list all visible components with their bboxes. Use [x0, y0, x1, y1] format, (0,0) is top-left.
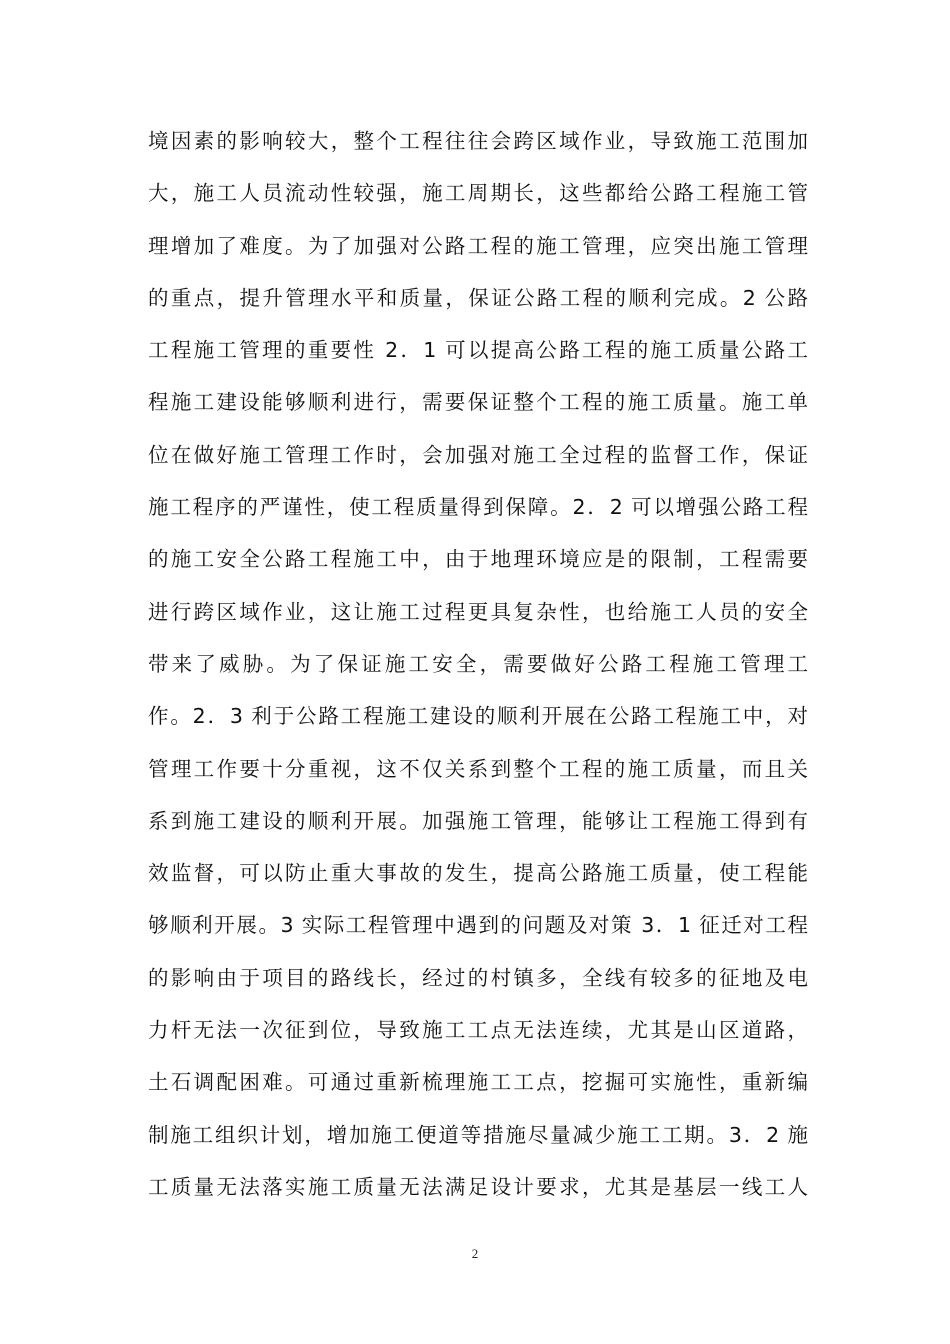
body-text — [148, 115, 808, 1213]
text-line: 系到施工建设的顺利开展。加强施工管理，能够让工程施工得到有 — [148, 808, 808, 833]
text-line: 的施工安全公路工程施工中，由于地理环境应是的限制，工程需要 — [148, 547, 808, 572]
text-line: 带来了威胁。为了保证施工安全，需要做好公路工程施工管理工 — [148, 651, 808, 676]
text-line: 力杆无法一次征到位，导致施工工点无法连续，尤其是山区道路， — [148, 1018, 808, 1043]
text-line: 程施工建设能够顺利进行，需要保证整个工程的施工质量。施工单 — [148, 390, 808, 415]
text-line: 够顺利开展。3 实际工程管理中遇到的问题及对策 3．1 征迁对工程 — [148, 913, 808, 938]
text-line: 工程施工管理的重要性 2．1 可以提高公路工程的施工质量公路工 — [148, 338, 808, 363]
text-line: 大，施工人员流动性较强，施工周期长，这些都给公路工程施工管 — [148, 181, 808, 206]
text-line: 理增加了难度。为了加强对公路工程的施工管理，应突出施工管理 — [148, 233, 808, 258]
page-number: 2 — [471, 1246, 479, 1261]
text-line: 位在做好施工管理工作时，会加强对施工全过程的监督工作，保证 — [148, 442, 808, 467]
text-line: 管理工作要十分重视，这不仅关系到整个工程的施工质量，而且关 — [148, 756, 808, 781]
text-line: 施工程序的严谨性，使工程质量得到保障。2．2 可以增强公路工程 — [148, 495, 808, 520]
text-line: 效监督，可以防止重大事故的发生，提高公路施工质量，使工程能 — [148, 861, 808, 886]
text-line: 境因素的影响较大，整个工程往往会跨区域作业，导致施工范围加 — [148, 129, 808, 153]
text-line: 工质量无法落实施工质量无法满足设计要求，尤其是基层一线工人 — [148, 1174, 808, 1199]
text-line: 的影响由于项目的路线长，经过的村镇多，全线有较多的征地及电 — [148, 965, 808, 990]
text-line: 作。2．3 利于公路工程施工建设的顺利开展在公路工程施工中，对 — [148, 704, 808, 729]
text-line: 制施工组织计划，增加施工便道等措施尽量减少施工工期。3．2 施 — [148, 1122, 808, 1147]
text-line: 进行跨区域作业，这让施工过程更具复杂性，也给施工人员的安全 — [148, 599, 808, 624]
text-line: 土石调配困难。可通过重新梳理施工工点，挖掘可实施性，重新编 — [148, 1070, 808, 1095]
text-line: 的重点，提升管理水平和质量，保证公路工程的顺利完成。2 公路 — [148, 285, 808, 310]
